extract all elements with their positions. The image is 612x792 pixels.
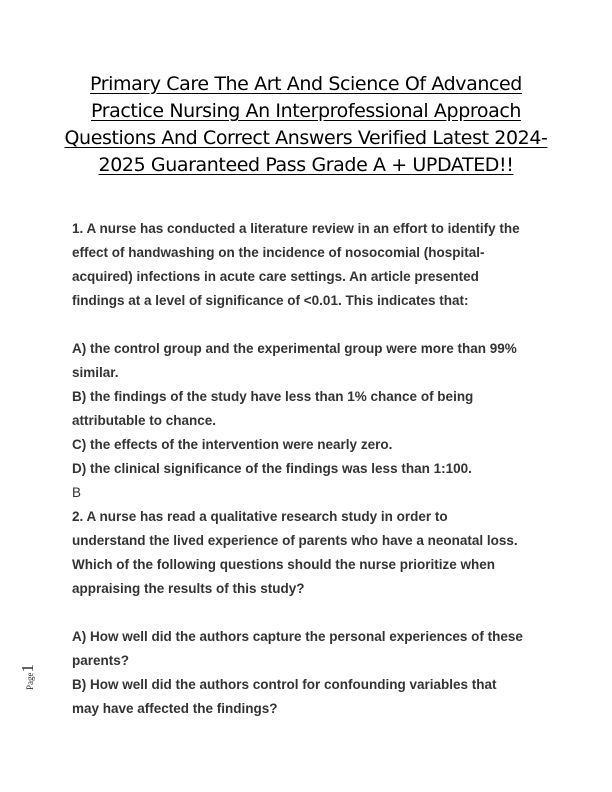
answer-option-line: similar. bbox=[72, 365, 119, 380]
answer-option-line: B) How well did the authors control for confounding variables that bbox=[72, 677, 497, 692]
correct-answer: B bbox=[72, 485, 82, 500]
answer-option-line: C) the effects of the intervention were nearly zero. bbox=[72, 437, 393, 452]
answer-option-line: B) the findings of the study have less than 1% chance of being bbox=[72, 389, 474, 404]
page-number-value: 1 bbox=[18, 664, 37, 673]
answer-option-line: parents? bbox=[72, 653, 130, 668]
question-stem-line: appraising the results of this study? bbox=[72, 581, 305, 596]
title-line: Practice Nursing An Interprofessional Approach bbox=[90, 100, 522, 122]
question-stem-line: findings at a level of significance of <0.01. This indicates that: bbox=[72, 293, 469, 308]
answer-option-line: attributable to chance. bbox=[72, 413, 217, 428]
title-line: 2025 Guaranteed Pass Grade A + UPDATED!! bbox=[98, 154, 514, 176]
question-1 bbox=[72, 217, 552, 505]
page-number bbox=[18, 640, 48, 690]
title-line: Primary Care The Art And Science Of Advanced bbox=[90, 73, 522, 95]
question-stem-line: effect of handwashing on the incidence of nosocomial (hospital- bbox=[72, 245, 485, 260]
title-line: Questions And Correct Answers Verified Latest 2024- bbox=[64, 127, 548, 149]
answer-option-line: A) the control group and the experimental group were more than 99% bbox=[72, 341, 517, 356]
spacer bbox=[72, 313, 552, 337]
document-body bbox=[72, 217, 552, 721]
spacer bbox=[72, 601, 552, 625]
answer-option-line: may have affected the findings? bbox=[72, 701, 278, 716]
question-stem-line: acquired) infections in acute care settings. An article presented bbox=[72, 269, 479, 284]
answer-option-line: A) How well did the authors capture the personal experiences of these bbox=[72, 629, 523, 644]
document-title bbox=[60, 71, 552, 179]
question-stem-line: 1. A nurse has conducted a literature review in an effort to identify the bbox=[72, 221, 520, 236]
question-stem-line: understand the lived experience of parents who have a neonatal loss. bbox=[72, 533, 518, 548]
page-label: Page bbox=[25, 672, 35, 690]
question-stem-line: 2. A nurse has read a qualitative research study in order to bbox=[72, 509, 448, 524]
question-2 bbox=[72, 505, 552, 721]
answer-option-line: D) the clinical significance of the findings was less than 1:100. bbox=[72, 461, 472, 476]
question-stem-line: Which of the following questions should the nurse prioritize when bbox=[72, 557, 495, 572]
